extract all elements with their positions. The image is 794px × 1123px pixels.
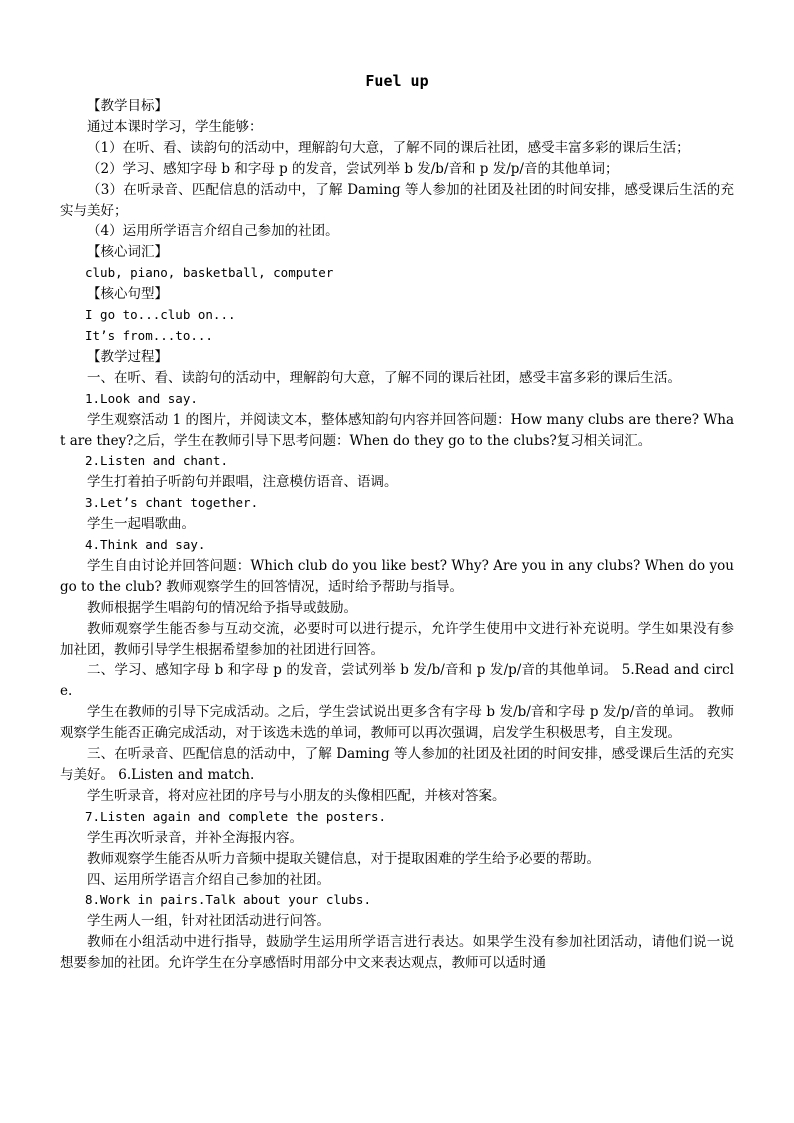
section-heading-process: 【教学过程】 (87, 348, 168, 365)
paragraph: 学生在教师的引导下完成活动。之后，学生尝试说出更多含有字母 b 发/b/音和字母 p 发/p/音的单词。 教师观察学生能否正确完成活动，对于该选未选的单词，教师可以再次强调，启发学生积极思考，自主发现。 (60, 704, 734, 742)
objective-item: （4）运用所学语言介绍自己参加的社团。 (87, 223, 339, 240)
objective-item: （1）在听、看、读韵句的活动中，理解韵句大意，了解不同的课后社团，感受丰富多彩的课后生活； (87, 139, 690, 156)
paragraph: 学生两人一组，针对社团活动进行问答。 (87, 913, 330, 930)
sentence-pattern: It’s from...to... (85, 327, 213, 343)
objective-item: （3）在听录音、匹配信息的活动中，了解 Daming 等人参加的社团及社团的时间安排，感受课后生活的充实与美好； (60, 181, 734, 219)
paragraph: 学生听录音，将对应社团的序号与小朋友的头像相匹配，并核对答案。 (87, 787, 506, 804)
objective-item: （2）学习、感知字母 b 和字母 p 的发音，尝试列举 b 发/b/音和 p 发/p/音的其他单词； (87, 160, 619, 177)
activity-title: 7.Listen again and complete the posters. (85, 808, 387, 824)
paragraph: 教师根据学生唱韵句的情况给予指导或鼓励。 (87, 599, 357, 616)
activity-title: 8.Work in pairs.Talk about your clubs. (85, 892, 371, 908)
process-step-heading: 二、学习、感知字母 b 和字母 p 的发音，尝试列举 b 发/b/音和 p 发/p/音的其他单词。 5.Read and circle. (60, 662, 734, 700)
paragraph: 学生打着拍子听韵句并跟唱，注意模仿语音、语调。 (87, 474, 398, 491)
paragraph: 学生观察活动 1 的图片，并阅读文本，整体感知韵句内容并回答问题：How many clubs are there? What are they?之后，学生在教师引导下思考问题：When do they go to the clubs?复习相关词汇。 (60, 411, 734, 449)
sentence-pattern: I go to...club on... (85, 307, 236, 323)
section-heading-objectives: 【教学目标】 (87, 98, 168, 114)
document-title: Fuel up (365, 72, 429, 90)
document-page (60, 70, 734, 974)
vocabulary-list: club, piano, basketball, computer (85, 265, 334, 281)
paragraph: 教师观察学生能否参与互动交流，必要时可以进行提示，允许学生使用中文进行补充说明。学生如果没有参加社团，教师引导学生根据希望参加的社团进行回答。 (60, 620, 734, 658)
section-heading-vocabulary: 【核心词汇】 (87, 244, 168, 261)
paragraph: 学生一起唱歌曲。 (87, 516, 195, 533)
activity-title: 3.Let’s chant together. (85, 495, 259, 511)
activity-title: 1.Look and say. (85, 390, 198, 406)
paragraph: 教师在小组活动中进行指导，鼓励学生运用所学语言进行表达。如果学生没有参加社团活动，请他们说一说想要参加的社团。允许学生在分享感悟时用部分中文来表达观点，教师可以适时通 (60, 934, 734, 972)
paragraph: 通过本课时学习，学生能够： (87, 118, 263, 135)
process-step-heading: 三、在听录音、匹配信息的活动中，了解 Daming 等人参加的社团及社团的时间安排，感受课后生活的充实与美好。 6.Listen and match. (60, 746, 734, 783)
activity-title: 4.Think and say. (85, 537, 206, 553)
section-heading-sentences: 【核心句型】 (87, 286, 168, 303)
paragraph: 教师观察学生能否从听力音频中提取关键信息，对于提取困难的学生给予必要的帮助。 (87, 850, 600, 867)
paragraph: 学生再次听录音，并补全海报内容。 (87, 829, 303, 846)
activity-title: 2.Listen and chant. (85, 453, 228, 469)
process-step-heading: 四、运用所学语言介绍自己参加的社团。 (87, 871, 330, 888)
process-step-heading: 一、在听、看、读韵句的活动中，理解韵句大意，了解不同的课后社团，感受丰富多彩的课后生活。 (87, 369, 681, 386)
paragraph: 学生自由讨论并回答问题：Which club do you like best? Why? Are you in any clubs? When do you go to the club? 教师观察学生的回答情况，适时给予帮助与指导。 (60, 557, 734, 595)
